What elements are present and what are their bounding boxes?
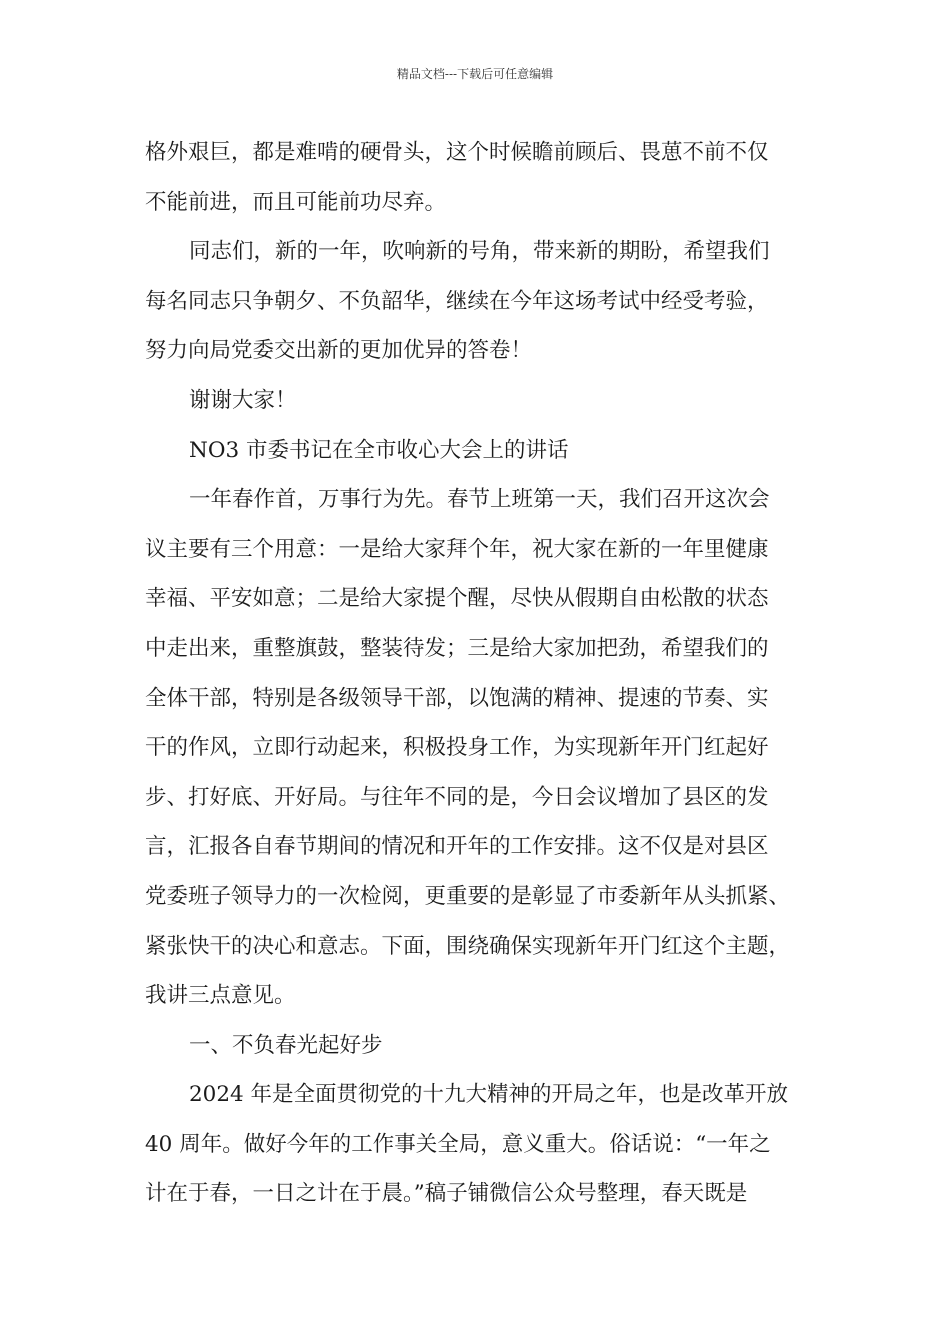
- text-line: 幸福、平安如意；二是给大家提个醒，尽快从假期自由松散的状态: [145, 586, 769, 612]
- document-body: [145, 128, 825, 1219]
- text-line: 干的作风，立即行动起来，积极投身工作，为实现新年开门红起好: [145, 735, 769, 761]
- section-title: NO3 市委书记在全市收心大会上的讲话: [189, 437, 569, 463]
- text-line: 步、打好底、开好局。与往年不同的是，今日会议增加了县区的发: [145, 784, 769, 810]
- text-line: 议主要有三个用意：一是给大家拜个年，祝大家在新的一年里健康: [145, 536, 769, 562]
- text-line: 同志们，新的一年，吹响新的号角，带来新的期盼，希望我们: [189, 239, 770, 265]
- text-line: 谢谢大家！: [189, 387, 297, 413]
- text-line: 计在于春，一日之计在于晨。”稿子铺微信公众号整理，春天既是: [145, 1181, 748, 1207]
- text-line: 一年春作首，万事行为先。春节上班第一天，我们召开这次会: [189, 487, 770, 513]
- text-line: 言，汇报各自春节期间的情况和开年的工作安排。这不仅是对县区: [145, 834, 769, 860]
- text-line: 我讲三点意见。: [145, 983, 296, 1009]
- text-line: 努力向局党委交出新的更加优异的答卷！: [145, 338, 533, 364]
- text-line: 全体干部，特别是各级领导干部，以饱满的精神、提速的节奏、实: [145, 685, 769, 711]
- text-line: 党委班子领导力的一次检阅，更重要的是彰显了市委新年从头抓紧、: [145, 883, 791, 909]
- subsection-heading: 一、不负春光起好步: [189, 1032, 383, 1058]
- text-line: 40 周年。做好今年的工作事关全局，意义重大。俗话说：“一年之: [145, 1131, 771, 1157]
- text-line: 紧张快干的决心和意志。下面，围绕确保实现新年开门红这个主题，: [145, 933, 791, 959]
- text-line: 2024 年是全面贯彻党的十九大精神的开局之年，也是改革开放: [189, 1082, 789, 1108]
- text-line: 中走出来，重整旗鼓，整装待发；三是给大家加把劲，希望我们的: [145, 635, 769, 661]
- text-line: 每名同志只争朝夕、不负韶华，继续在今年这场考试中经受考验，: [145, 288, 769, 314]
- page-header: 精品文档---下载后可任意编辑: [396, 67, 554, 81]
- text-line: 格外艰巨，都是难啃的硬骨头，这个时候瞻前顾后、畏葸不前不仅: [145, 140, 769, 165]
- text-line: 不能前进，而且可能前功尽弃。: [145, 189, 447, 215]
